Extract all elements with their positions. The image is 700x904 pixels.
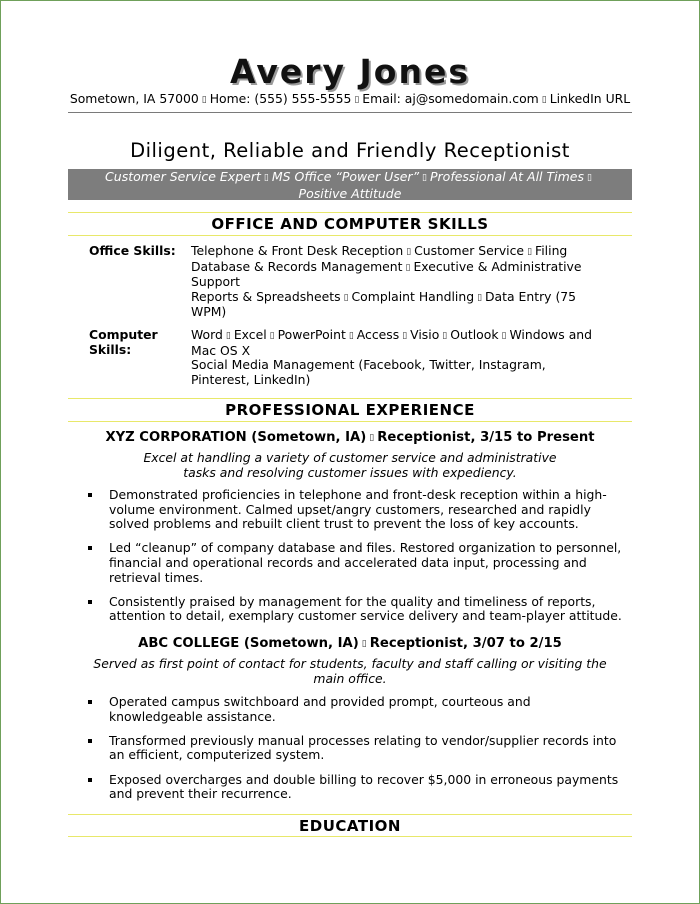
separator-icon: ▯: [361, 639, 367, 649]
contact-phone: Home: (555) 555-5555: [209, 91, 352, 106]
section-rule: [68, 421, 632, 422]
job-summary: Excel at handling a variety of customer service and administrative tasks and resolving customer issues with expediency.: [143, 450, 557, 480]
bullet-icon: [88, 493, 92, 497]
job-bullets: [68, 488, 632, 634]
separator-icon: ▯: [586, 173, 592, 183]
job-summary: Served as first point of contact for students, faculty and staff calling or visiting the main office.: [93, 656, 607, 686]
section-title-skills: OFFICE AND COMPUTER SKILLS: [211, 215, 489, 233]
list-item: [68, 541, 632, 585]
skill-item: Word: [191, 327, 223, 342]
section-rule: [68, 398, 632, 399]
strength-item: MS Office “Power User”: [271, 169, 420, 184]
list-item: [68, 595, 632, 624]
job-title: Receptionist, 3/15 to Present: [377, 430, 595, 445]
separator-icon: ▯: [541, 95, 547, 105]
list-item: [68, 734, 632, 763]
separator-icon: ▯: [527, 247, 533, 257]
bullet-icon: [88, 600, 92, 604]
bullet-icon: [88, 700, 92, 704]
strength-item: Positive Attitude: [298, 186, 402, 201]
bullet-icon: [88, 739, 92, 743]
job-title: Receptionist, 3/07 to 2/15: [369, 636, 562, 651]
bullet-text: Demonstrated proficiencies in telephone and front-desk reception within a high-volume environment. Calmed upset/angry customers, researched and rapidly solved problems and rebuilt client trust to prevent the loss of key accounts.: [109, 487, 607, 532]
skill-item: Access: [356, 327, 400, 342]
bullet-text: Consistently praised by management for the quality and timeliness of reports, attention to detail, exemplary customer service delivery and team-player attitude.: [109, 593, 622, 624]
contact-linkedin: LinkedIn URL: [549, 91, 631, 106]
bullet-text: Exposed overcharges and double billing to recover $5,000 in erroneous payments and prevent their recurrence.: [109, 771, 619, 802]
job-heading: [68, 636, 632, 652]
skill-item: PowerPoint: [277, 327, 346, 342]
bullet-text: Led “cleanup” of company database and files. Restored organization to personnel, financial and operational records and accelerated data input, processing and retrieval times.: [109, 540, 622, 585]
strength-item: Professional At All Times: [430, 169, 584, 184]
separator-icon: ▯: [269, 331, 275, 341]
skill-item: Executive & Administrative Support: [191, 258, 582, 289]
header-divider: [68, 112, 632, 113]
job-company: XYZ CORPORATION (Sometown, IA): [105, 430, 367, 445]
contact-line: [68, 91, 632, 108]
list-item: [68, 695, 632, 724]
computer-skills-line: [191, 358, 571, 387]
skill-item: Database & Records Management: [191, 258, 403, 274]
skill-item: Outlook: [450, 327, 499, 342]
section-rule: [68, 814, 632, 815]
separator-icon: ▯: [343, 292, 349, 303]
skill-item: Social Media Management (Facebook, Twitter, Instagram, Pinterest, LinkedIn): [191, 357, 546, 387]
headline: Diligent, Reliable and Friendly Receptionist: [130, 139, 570, 162]
skill-item: Complaint Handling: [351, 288, 475, 304]
computer-skills-label: Computer Skills:: [89, 327, 158, 357]
skill-item: Data Entry (75 WPM): [191, 288, 577, 319]
bullet-icon: [88, 546, 92, 550]
list-item: [68, 773, 632, 802]
skill-item: Customer Service: [414, 243, 525, 258]
office-skills-line: [191, 244, 596, 260]
computer-skills-list: [191, 328, 609, 387]
job-bullets: [68, 695, 632, 811]
computer-skills-line: [191, 328, 609, 358]
section-rule: [68, 836, 632, 837]
section-rule: [68, 212, 632, 213]
strength-item: Customer Service Expert: [105, 169, 261, 184]
office-skills-list: [191, 244, 596, 320]
skill-item: Excel: [233, 327, 267, 342]
candidate-name: Avery Jones: [230, 52, 470, 91]
separator-icon: ▯: [442, 331, 448, 341]
separator-icon: ▯: [201, 95, 207, 105]
separator-icon: ▯: [263, 173, 269, 183]
skill-item: Windows and Mac OS X: [191, 327, 593, 358]
separator-icon: ▯: [348, 331, 354, 341]
skill-item: Telephone & Front Desk Reception: [191, 243, 404, 258]
office-skills-line: [191, 260, 596, 290]
office-skills-line: [191, 290, 596, 320]
job-heading: [68, 430, 632, 446]
separator-icon: ▯: [369, 433, 375, 443]
section-rule: [68, 235, 632, 236]
strengths-banner: [68, 169, 632, 200]
bullet-text: Operated campus switchboard and provided prompt, courteous and knowledgeable assistance.: [109, 694, 531, 724]
contact-email: Email: aj@somedomain.com: [362, 91, 539, 106]
section-title-education: EDUCATION: [299, 817, 401, 835]
separator-icon: ▯: [402, 331, 408, 341]
separator-icon: ▯: [501, 331, 507, 341]
separator-icon: ▯: [422, 173, 427, 183]
separator-icon: ▯: [477, 292, 483, 303]
bullet-icon: [88, 778, 92, 782]
separator-icon: ▯: [354, 95, 360, 105]
separator-icon: ▯: [225, 331, 231, 341]
bullet-text: Transformed previously manual processes relating to vendor/supplier records into an efficient, computerized system.: [109, 732, 617, 763]
list-item: [68, 488, 632, 532]
section-title-experience: PROFESSIONAL EXPERIENCE: [225, 401, 475, 419]
skill-item: Visio: [410, 327, 440, 342]
skill-item: Filing: [535, 243, 568, 258]
contact-address: Sometown, IA 57000: [69, 91, 199, 106]
separator-icon: ▯: [405, 262, 411, 273]
job-company: ABC COLLEGE (Sometown, IA): [138, 636, 359, 651]
separator-icon: ▯: [406, 247, 412, 257]
office-skills-label: Office Skills:: [89, 243, 176, 258]
skill-item: Reports & Spreadsheets: [191, 288, 341, 304]
